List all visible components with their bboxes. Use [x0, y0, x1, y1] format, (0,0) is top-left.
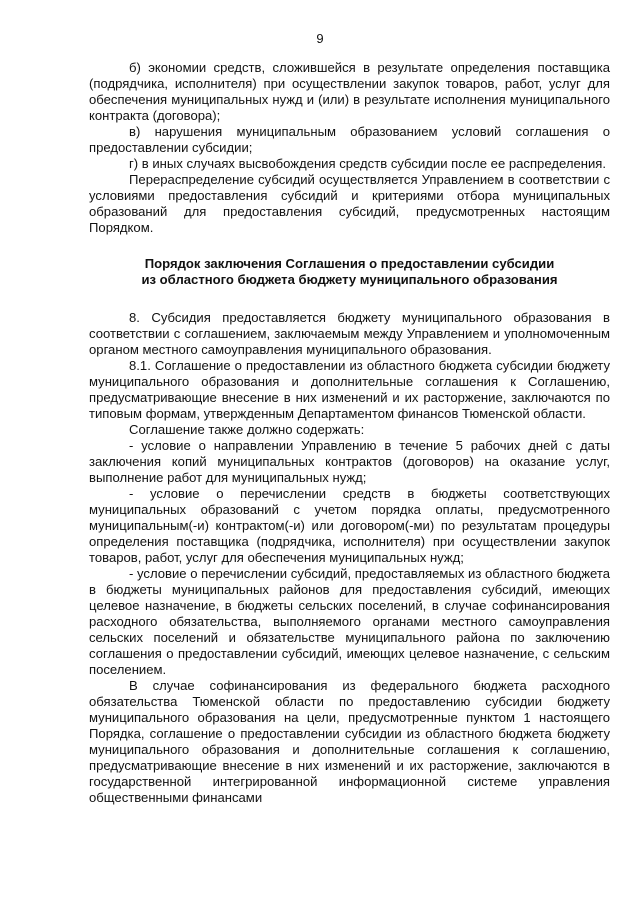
- section-heading-line-1: Порядок заключения Соглашения о предоставлении субсидии: [144, 256, 555, 271]
- paragraph-8-1: 8.1. Соглашение о предоставлении из областного бюджета субсидии бюджету муниципального образования и дополнительные соглашения к Соглашению, предусматривающие внесение в них изменений и их расторжение, заключаются по типовым формам, утвержденным Департаментом финансов Тюменской области.: [89, 358, 610, 421]
- paragraph-other-cases: г) в иных случаях высвобождения средств субсидии после ее распределения.: [129, 156, 607, 171]
- list-item-contracts: - условие о направлении Управлению в течение 5 рабочих дней с даты заключения копий муниципальных контрактов (договоров) на оказание услуг, выполнение работ для муниципальных нужд;: [89, 438, 610, 485]
- paragraph-8: 8. Субсидия предоставляется бюджету муниципального образования в соответствии с соглашением, заключаемым между Управлением и уполномоченным органом местного самоуправления муниципального образования.: [89, 310, 610, 357]
- section-heading: [89, 256, 610, 288]
- paragraph-federal-cofinancing: В случае софинансирования из федерального бюджета расходного обязательства Тюменской области по предоставлению субсидии бюджету муниципального образования на цели, предусмотренные пунктом 1 настоящего Порядка, соглашение о предоставлении субсидии из областного бюджета бюджету муниципального образования и дополнительные соглашения к соглашению, предусматривающие внесение в них изменений и их расторжение, заключаются в государственной интегрированной информационной системе управления общественными финансами: [89, 678, 610, 805]
- paragraph-redistribution: Перераспределение субсидий осуществляется Управлением в соответствии с условиями предоставления субсидий и критериями отбора муниципальных образований для предоставления субсидий, предусмотренных настоящим Порядком.: [89, 172, 610, 235]
- list-item-transfer-subsidies: - условие о перечислении субсидий, предоставляемых из областного бюджета в бюджеты муниципальных районов для предоставления субсидий, имеющих целевое назначение, в бюджеты сельских поселений, в случае софинансирования расходного обязательства, выполняемого органами местного самоуправления сельских поселений и обязательстве муниципального района по заключению соглашения о предоставлении субсидий, имеющих целевое назначение, с сельским поселением.: [89, 566, 610, 677]
- document-body: [89, 60, 610, 806]
- paragraph-economy: б) экономии средств, сложившейся в результате определения поставщика (подрядчика, исполнителя) при осуществлении закупок товаров, работ, услуг для обеспечения муниципальных нужд и (или) в результате исполнения муниципального контракта (договора);: [89, 60, 610, 123]
- list-item-transfer-funds: - условие о перечислении средств в бюджеты соответствующих муниципальных образований с учетом порядка оплаты, предусмотренного муниципальным(-и) контрактом(-и) или договором(-ми) по результатам процедуры определения поставщика (подрядчика, исполнителя) при осуществлении закупок товаров, работ, услуг для обеспечения муниципальных нужд;: [89, 486, 610, 565]
- page-number: 9: [316, 31, 324, 46]
- section-heading-line-2: из областного бюджета бюджету муниципального образования: [141, 272, 558, 287]
- paragraph-violation: в) нарушения муниципальным образованием условий соглашения о предоставлении субсидии;: [89, 124, 610, 155]
- paragraph-agreement-contents: Соглашение также должно содержать:: [129, 422, 365, 437]
